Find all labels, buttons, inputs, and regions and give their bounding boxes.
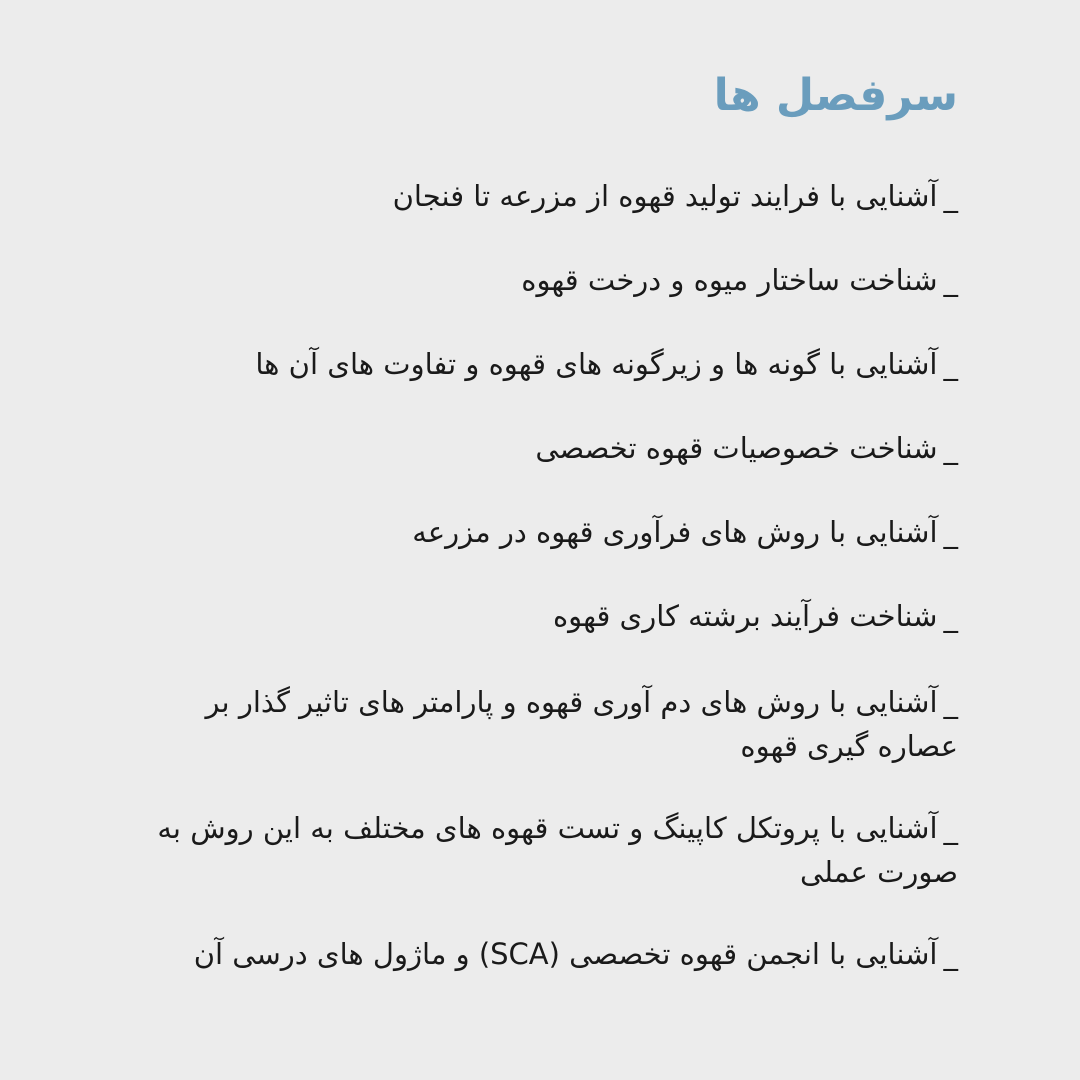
- item-text: آشنایی با گونه ها و زیرگونه های قهوه و تفاوت های آن ها: [255, 347, 938, 381]
- list-item: [118, 342, 958, 386]
- bullet-dash: _: [943, 515, 958, 549]
- list-item: [118, 426, 958, 470]
- list-item: [118, 680, 958, 768]
- item-text: شناخت فرآیند برشته کاری قهوه: [552, 599, 938, 633]
- item-text: شناخت خصوصیات قهوه تخصصی: [535, 431, 938, 465]
- bullet-dash: _: [943, 599, 958, 633]
- item-text: شناخت ساختار میوه و درخت قهوه: [521, 263, 938, 297]
- item-text: آشنایی با روش های دم آوری قهوه و پارامتر های تاثیر گذار بر عصاره گیری قهوه: [205, 685, 958, 763]
- bullet-dash: _: [943, 937, 958, 971]
- list-item: [118, 932, 958, 976]
- item-text: آشنایی با پروتکل کاپینگ و تست قهوه های مختلف به این روش به صورت عملی: [157, 811, 958, 889]
- list-item: [118, 258, 958, 302]
- bullet-dash: _: [943, 263, 958, 297]
- item-text: آشنایی با انجمن قهوه تخصصی (SCA) و ماژول های درسی آن: [193, 937, 938, 971]
- bullet-dash: _: [943, 179, 958, 213]
- item-text: آشنایی با روش های فرآوری قهوه در مزرعه: [412, 515, 938, 549]
- list-item: [118, 806, 958, 894]
- bullet-dash: _: [943, 431, 958, 465]
- bullet-dash: _: [943, 811, 958, 845]
- bullet-dash: _: [943, 347, 958, 381]
- list-item: [118, 174, 958, 218]
- item-text: آشنایی با فرایند تولید قهوه از مزرعه تا فنجان: [392, 179, 938, 213]
- list-item: [118, 510, 958, 554]
- list-item: [118, 594, 958, 638]
- bullet-dash: _: [943, 685, 958, 719]
- page-title: سرفصل ها: [713, 70, 958, 121]
